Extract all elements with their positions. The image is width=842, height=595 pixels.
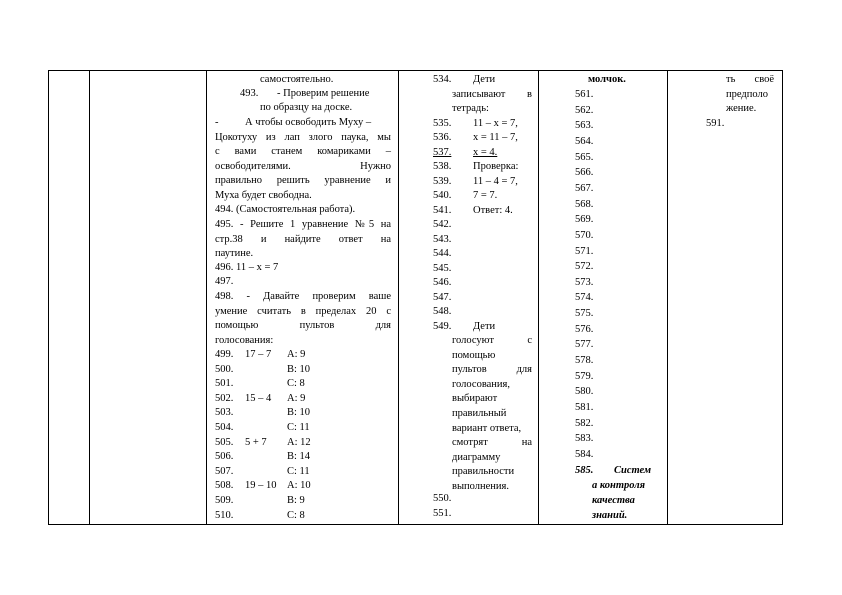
item-number: 551. (433, 507, 452, 519)
list-item: 17 – 7 (245, 349, 272, 360)
list-item: С: 11 (287, 422, 310, 433)
list-item: 568. (575, 198, 594, 210)
list-item: В: 10 (287, 363, 311, 375)
list-item: 574. (575, 292, 594, 304)
text-line: предполо (726, 88, 768, 100)
list-item: 584. (575, 448, 594, 460)
text-line: Ответ: 4. (473, 204, 513, 216)
list-item: 566. (575, 167, 594, 179)
text-line: правильности (452, 466, 515, 478)
list-item: 575. (575, 308, 594, 320)
item-number: 546. (433, 277, 452, 288)
text-line: Дети (473, 74, 496, 85)
item-number: 536. (433, 132, 452, 143)
text-line: 495. - Решите 1 уравнение №5 на (215, 219, 391, 230)
list-item: 561. (575, 89, 594, 100)
list-item: 577. (575, 339, 594, 351)
list-item: 565. (575, 151, 594, 163)
equation-line: 7 = 7. (473, 190, 498, 201)
list-item: 507. (215, 465, 234, 477)
text-line: молчок. (588, 74, 626, 85)
text-line: вариант ответа, (452, 422, 522, 434)
list-item: 583. (575, 433, 594, 445)
list-item: 571. (575, 245, 594, 257)
list-item: 582. (575, 417, 594, 429)
list-item: 506. (215, 451, 234, 463)
table-col-border-4 (538, 70, 539, 525)
text-line: выбирают (452, 393, 498, 405)
text-line: помощью (452, 349, 496, 361)
item-number: 542. (433, 219, 452, 230)
list-item: 19 – 10 (245, 480, 277, 492)
list-item: А: 9 (287, 392, 306, 404)
list-item: 581. (575, 402, 594, 413)
text-line: голосования: (215, 334, 274, 346)
text-line: А чтобы освободить Муху – (245, 117, 372, 128)
list-item: С: 8 (287, 509, 305, 521)
list-item: 563. (575, 120, 594, 132)
text-line: Муха будет свободна. (215, 189, 312, 201)
text-line: 494. (Самостоятельная работа). (215, 204, 356, 215)
list-item: 509. (215, 495, 234, 506)
item-number: 585. (575, 465, 594, 476)
text-line: по образцу на доске. (260, 102, 353, 113)
list-item: В: 14 (287, 451, 311, 463)
text-line: Дети (473, 320, 496, 332)
list-item: 572. (575, 261, 594, 273)
table-col-border-1 (89, 70, 90, 525)
item-number: 539. (433, 175, 452, 187)
list-item: 499. (215, 349, 234, 360)
list-item: А: 12 (287, 436, 311, 448)
equation-line: 11 – х = 7, (473, 117, 518, 129)
text-line: ть своё (726, 74, 774, 85)
list-item: С: 11 (287, 465, 310, 477)
text-line: выполнения. (452, 481, 509, 492)
list-item: 573. (575, 276, 594, 288)
text-line: правильно решить уравнение и (215, 175, 391, 186)
list-item: С: 8 (287, 378, 305, 390)
item-number: 550. (433, 493, 452, 504)
list-item: А: 9 (287, 349, 306, 360)
list-item: 501. (215, 378, 234, 390)
table-col-border-6 (782, 70, 783, 525)
text-line: записывают в (452, 88, 532, 100)
table-col-border-5 (667, 70, 668, 525)
list-item: В: 9 (287, 495, 305, 506)
text-line: тетрадь: (452, 103, 489, 114)
list-item: 508. (215, 480, 234, 492)
item-number: 493. (240, 88, 259, 99)
item-number: 540. (433, 190, 452, 201)
text-line: 498. - Давайте проверим ваше (215, 291, 391, 302)
item-number: 549. (433, 320, 452, 332)
text-line: качества (592, 495, 635, 506)
text-line: самостоятельно. (260, 74, 334, 85)
text-line: Проверка: (473, 161, 519, 172)
table-col-border-3 (398, 70, 399, 525)
item-number: 547. (433, 291, 452, 303)
list-item: 15 – 4 (245, 392, 272, 404)
list-item: 578. (575, 355, 594, 367)
item-number: 591. (706, 117, 725, 129)
list-item: В: 10 (287, 407, 311, 419)
list-item: 502. (215, 392, 234, 404)
text-line: стр.38 и найдите ответ на (215, 233, 391, 245)
list-item: 564. (575, 135, 594, 147)
list-item: А: 10 (287, 480, 311, 492)
list-item: 567. (575, 182, 594, 194)
text-line: - Проверим решение (277, 88, 370, 99)
text-line: 496. 11 – х = 7 (215, 262, 279, 273)
text-line: голосуют с (452, 335, 532, 346)
item-number: 544. (433, 248, 452, 259)
list-item: 579. (575, 370, 594, 382)
item-number: 545. (433, 262, 452, 274)
text-line: освободителями. Нужно (215, 160, 391, 172)
list-item: 503. (215, 407, 234, 419)
list-item: 580. (575, 386, 594, 398)
list-item: 562. (575, 104, 594, 116)
text-line: с вами станем комариками – (215, 146, 391, 157)
list-item: 510. (215, 509, 234, 521)
item-number: 534. (433, 74, 452, 85)
text-line: а контроля (592, 480, 646, 491)
list-item: 500. (215, 363, 234, 375)
item-number: 537. (433, 146, 452, 158)
table-bottom-border (48, 524, 782, 525)
equation-line: х = 11 – 7, (473, 132, 518, 143)
item-number: 543. (433, 233, 452, 245)
equation-line: х = 4. (473, 146, 498, 158)
list-item: 5 + 7 (245, 436, 267, 448)
item-number: 548. (433, 306, 452, 317)
text-line: паутине. (215, 248, 254, 259)
list-item: 505. (215, 436, 234, 448)
text-line: Цокотуху из лап злого паука, мы (215, 131, 391, 143)
item-number: 538. (433, 161, 452, 172)
text-line: 497. (215, 276, 234, 287)
text-line: знаний. (592, 510, 628, 521)
table-top-border (48, 70, 782, 71)
text-line: смотрят на (452, 437, 532, 449)
text-line: диаграмму (452, 451, 501, 463)
list-item: 569. (575, 214, 594, 226)
item-number: 535. (433, 117, 452, 129)
text-line: голосования, (452, 378, 510, 390)
text-line: Систем (614, 465, 652, 476)
table-col-border-0 (48, 70, 49, 525)
text-line: помощью пультов для (215, 320, 391, 331)
text-line: умение считать в пределах 20 с (215, 305, 391, 317)
text-line: жение. (726, 103, 757, 114)
list-item: 576. (575, 323, 594, 335)
text-line: правильный (452, 408, 507, 419)
equation-line: 11 – 4 = 7, (473, 175, 518, 187)
list-item: 570. (575, 229, 594, 241)
list-item: 504. (215, 422, 234, 433)
item-number: 541. (433, 204, 452, 216)
dash: - (215, 117, 219, 128)
table-col-border-2 (206, 70, 207, 525)
text-line: пультов для (452, 364, 532, 376)
